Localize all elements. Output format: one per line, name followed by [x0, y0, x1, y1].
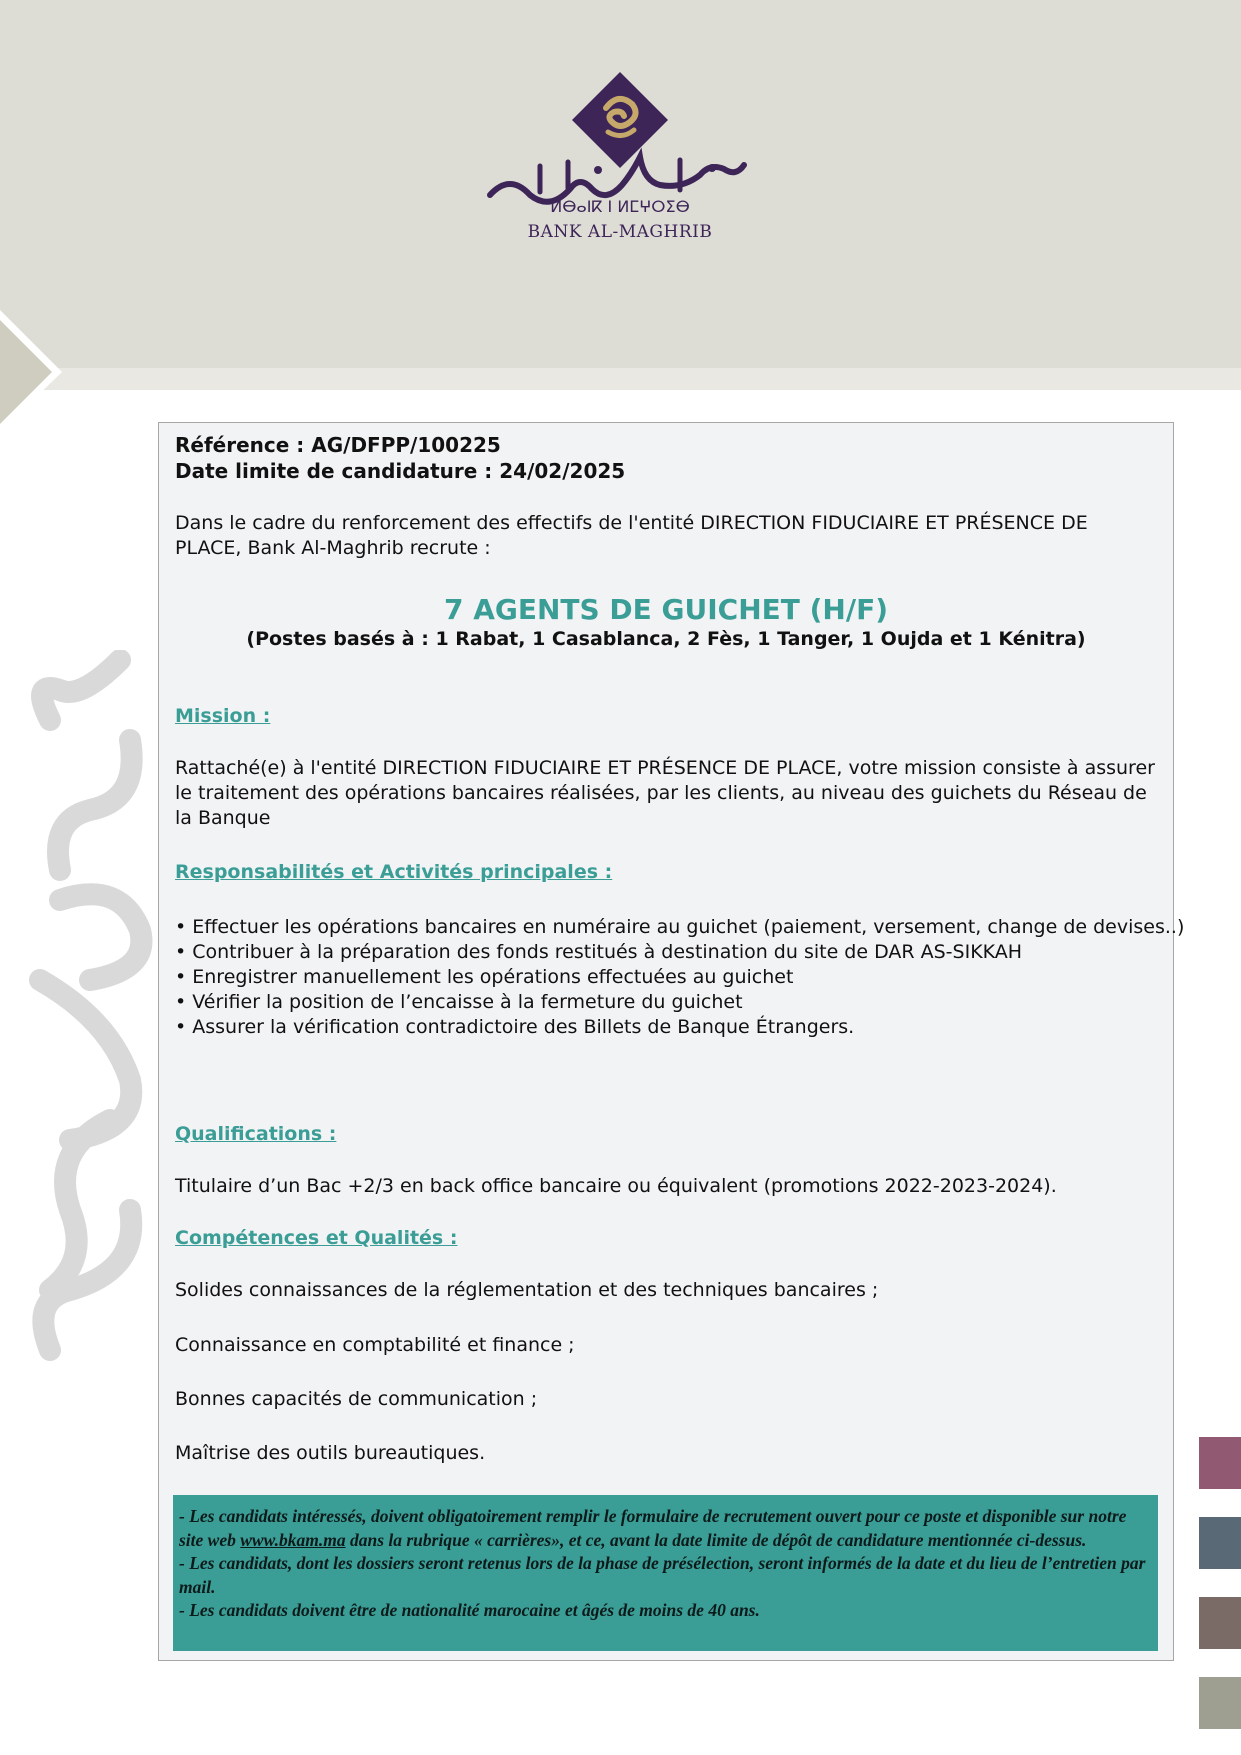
header-strip	[0, 368, 1241, 390]
skill-item: Solides connaissances de la réglementation et des techniques bancaires ;	[175, 1279, 879, 1301]
side-square-4	[1199, 1677, 1241, 1729]
job-locations: (Postes basés à : 1 Rabat, 1 Casablanca, 2 Fès, 1 Tanger, 1 Oujda et 1 Kénitra)	[246, 628, 1086, 650]
notice-line-3: - Les candidats doivent être de nationalité marocaine et âgés de moins de 40 ans.	[179, 1600, 760, 1620]
qualifications-heading: Qualifications :	[175, 1123, 337, 1145]
header-arrow-shape	[0, 310, 70, 440]
logo-emblem-icon	[480, 70, 760, 220]
side-square-1	[1199, 1437, 1241, 1489]
responsibilities-heading: Responsabilités et Activités principales :	[175, 861, 613, 883]
skill-item: Maîtrise des outils bureautiques.	[175, 1442, 486, 1464]
skill-item: Connaissance en comptabilité et finance ;	[175, 1334, 575, 1356]
list-item: • Effectuer les opérations bancaires en numéraire au guichet (paiement, versement, change de devises..)	[175, 915, 1165, 940]
mission-text: Rattaché(e) à l'entité DIRECTION FIDUCIAIRE ET PRÉSENCE DE PLACE, votre mission consiste à assurer le traitement des opérations bancaires réalisées, par les clients, au niveau des guichets du Réseau de la Banque	[175, 757, 1155, 829]
website-link[interactable]: www.bkam.ma	[240, 1529, 346, 1550]
application-deadline: Date limite de candidature : 24/02/2025	[175, 459, 626, 483]
notice-line-2: - Les candidats, dont les dossiers seront retenus lors de la phase de présélection, seront informés de la date et du lieu de l’entretien par mail.	[179, 1553, 1146, 1597]
calligraphy-watermark-icon	[0, 650, 170, 1370]
notice-line-1: - Les candidats intéressés, doivent obligatoirement remplir le formulaire de recrutement ouvert pour ce poste et disponible sur notre site web www.bkam.ma dans la rubrique « carrières», et ce, avant la date limite de dépôt de candidature mentionnée ci-dessus.	[179, 1506, 1127, 1550]
skill-item: Bonnes capacités de communication ;	[175, 1388, 538, 1410]
logo-caption: BANK AL-MAGHRIB	[527, 222, 713, 242]
side-square-2	[1199, 1517, 1241, 1569]
responsibilities-list	[175, 915, 1185, 1040]
list-item: • Enregistrer manuellement les opérations effectuées au guichet	[175, 965, 1165, 990]
job-posting-card	[158, 422, 1185, 1661]
side-square-3	[1199, 1597, 1241, 1649]
application-notice	[173, 1495, 1158, 1651]
qualifications-text: Titulaire d’un Bac +2/3 en back office bancaire ou équivalent (promotions 2022-2023-2024).	[175, 1175, 1057, 1197]
list-item: • Vérifier la position de l’encaisse à la fermeture du guichet	[175, 990, 1165, 1015]
reference-block	[175, 432, 625, 484]
logo-tifinagh-text: ⵍⴱⴰⵏⴽ ⵏ ⵍⵎⵖⵔⵉⴱ	[550, 197, 690, 216]
mission-heading: Mission :	[175, 705, 271, 727]
list-item: • Contribuer à la préparation des fonds restitués à destination du site de DAR AS-SIKKAH	[175, 940, 1165, 965]
bank-logo	[480, 70, 760, 250]
skills-heading: Compétences et Qualités :	[175, 1227, 458, 1249]
reference-number: Référence : AG/DFPP/100225	[175, 433, 501, 457]
job-title: 7 AGENTS DE GUICHET (H/F)	[443, 593, 889, 626]
intro-text: Dans le cadre du renforcement des effectifs de l'entité DIRECTION FIDUCIAIRE ET PRÉSENCE DE PLACE, Bank Al-Maghrib recrute :	[175, 512, 1088, 559]
list-item: • Assurer la vérification contradictoire des Billets de Banque Étrangers.	[175, 1015, 1165, 1040]
